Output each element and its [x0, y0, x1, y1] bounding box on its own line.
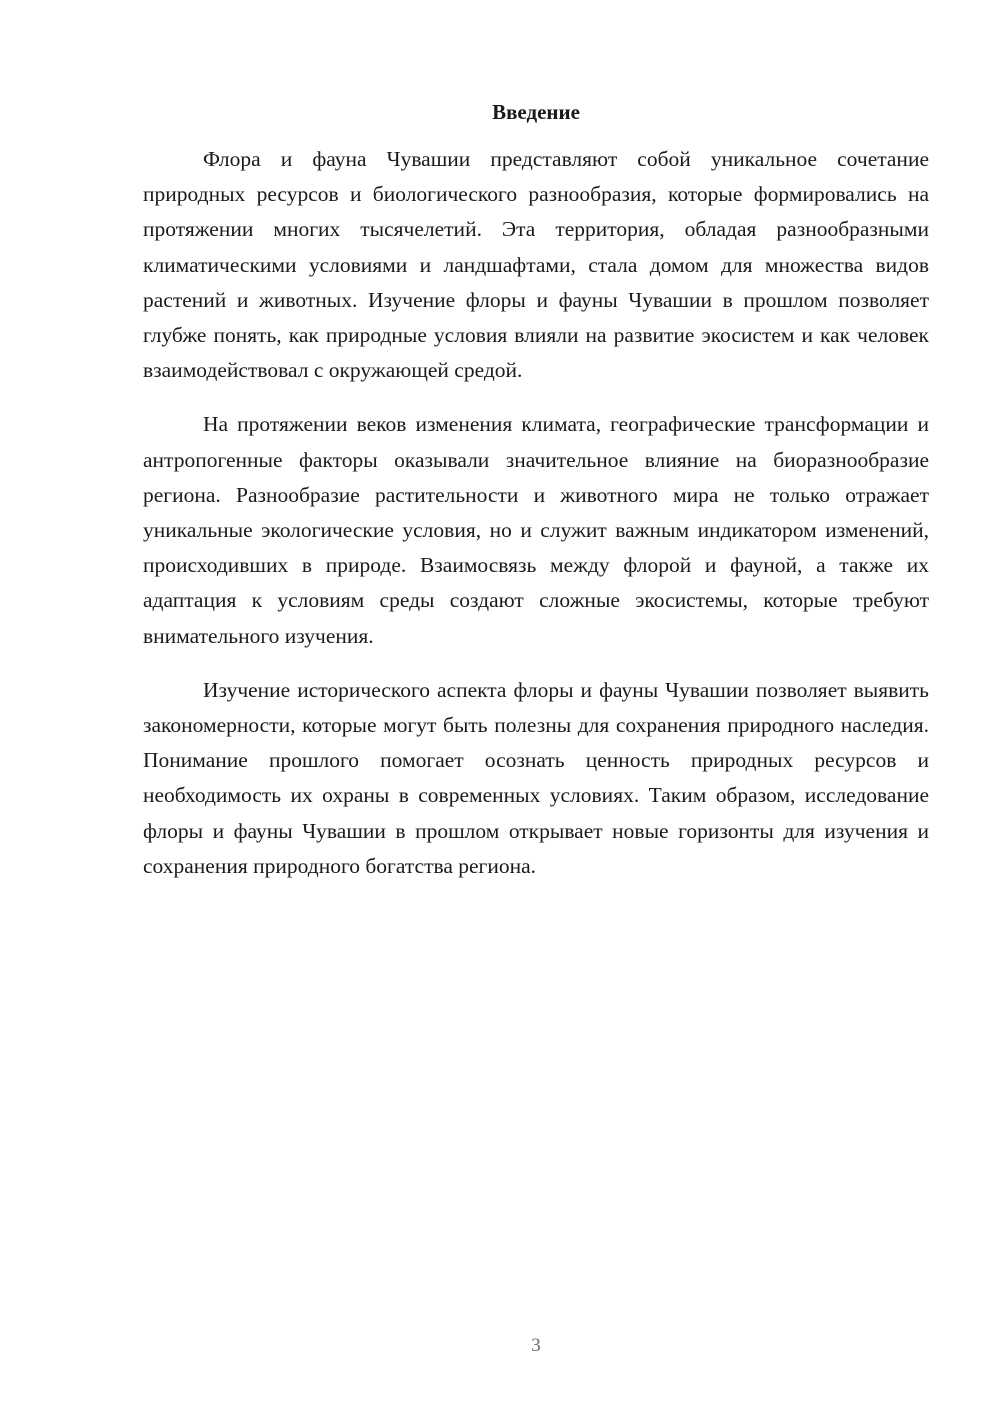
- paragraph-2: На протяжении веков изменения климата, географические трансформации и антропогенные факторы оказывали значительное влияние на биоразнообразие региона. Разнообразие растительности и животного мира не только отражает уникальные экологические условия, но и служит важным индикатором изменений, происходивших в природе. Взаимосвязь между флорой и фауной, а также их адаптация к условиям среды создают сложные экосистемы, которые требуют внимательного изучения.: [143, 412, 929, 648]
- section-heading: Введение: [492, 100, 580, 124]
- page-number: 3: [531, 1335, 541, 1356]
- body-text: [143, 142, 929, 903]
- paragraph-3: Изучение исторического аспекта флоры и фауны Чувашии позволяет выявить закономерности, которые могут быть полезны для сохранения природного наследия. Понимание прошлого помогает осознать ценность природных ресурсов и необходимость их охраны в современных условиях. Таким образом, исследование флоры и фауны Чувашии в прошлом открывает новые горизонты для изучения и сохранения природного богатства региона.: [143, 677, 929, 878]
- paragraph-1: Флора и фауна Чувашии представляют собой уникальное сочетание природных ресурсов и биологического разнообразия, которые формировались на протяжении многих тысячелетий. Эта территория, обладая разнообразными климатическими условиями и ландшафтами, стала домом для множества видов растений и животных. Изучение флоры и фауны Чувашии в прошлом позволяет глубже понять, как природные условия влияли на развитие экосистем и как человек взаимодействовал с окружающей средой.: [143, 147, 929, 383]
